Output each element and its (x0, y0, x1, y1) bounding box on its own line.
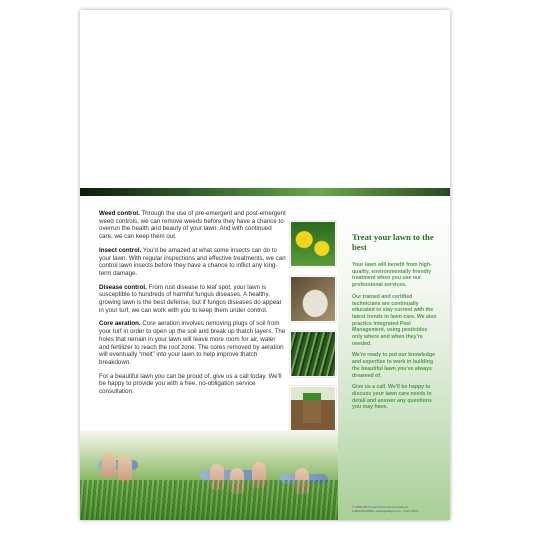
fungus-photo (290, 331, 336, 377)
grub-photo (290, 276, 336, 322)
sidebar-title: Treat your lawn to the best (352, 232, 434, 252)
core-aeration-heading: Core aeration. (99, 320, 141, 328)
core-aeration-text: Core aeration involves removing plugs of soil from your turf in order to open up the soil and break up thatch layers. The holes that remain in your lawn will leave more room for air, water and fertilizer to reach the root zone. The cores removed by aeration will eventually “melt” into your lawn to help improve thatch breakdown. (99, 320, 286, 366)
footer-contact: 1-800-555-#### • www.lgrowpro.com • Form #374 (352, 509, 419, 513)
blank-top-area (80, 10, 450, 188)
main-body-text (99, 210, 287, 402)
weed-control-text: Through the use of pre-emergent and post-emergent weed controls, we can remove weeds before they have a chance to overrun the health and beauty of your lawn. And with continued care, we can keep them out. (99, 210, 286, 241)
insect-control-heading: Insect control. (99, 246, 142, 254)
foot-shape (102, 452, 116, 478)
dandelion-photo (290, 221, 336, 267)
sidebar-paragraph: Our trained and certified technicians are continually educated to stay current with the latest trends in lawn care. We also practice Integrated Pest Management, using pesticides only where and when they're needed. (352, 293, 437, 347)
footer-text (352, 505, 442, 513)
insect-control-paragraph (99, 247, 287, 278)
disease-control-text: From rust disease to leaf spot, your lawn is susceptible to hundreds of harmful fungus diseases. A healthy, growing lawn is the best defense, but if fungus diseases do appear in your turf, we can work with you to keep them under control. (99, 283, 282, 314)
grass-photo-with-feet (80, 430, 338, 520)
sidebar-panel (338, 200, 450, 520)
disease-control-heading: Disease control. (99, 283, 147, 291)
closing-paragraph: For a beautiful lawn you can be proud of, give us a call today. We'll be happy to provide you with a free, no-obligation service consultation. (99, 372, 282, 396)
photo-column (290, 221, 335, 441)
core-aeration-paragraph (99, 320, 287, 366)
core-plug-photo (290, 386, 336, 432)
disease-control-paragraph (99, 284, 287, 315)
insect-control-text: You'd be amazed at what some insects can do to your lawn. With regular inspections and effective treatments, we can control lawn insects before they have a chance to inflict any long-term damage. (99, 246, 286, 277)
weed-control-paragraph (99, 210, 287, 241)
grass-blades (80, 480, 338, 520)
sidebar-text (352, 262, 438, 416)
sidebar-paragraph: Give us a call. We'll be happy to discuss your lawn care needs in detail and answer any questions you may have. (352, 384, 432, 411)
weed-control-heading: Weed control. (99, 210, 140, 217)
sidebar-paragraph: Your lawn will benefit from high-quality, environmentally friendly treatment when you use our professional services. (352, 262, 432, 289)
green-divider-band (80, 188, 450, 196)
footer-copyright: © 2008-2017 Fond Point Communications (352, 505, 408, 509)
sidebar-paragraph: We're ready to put our knowledge and expertise to work in building the beautiful lawn you've always dreamed of. (352, 352, 435, 379)
foot-shape (118, 456, 132, 482)
flyer-sheet (80, 10, 450, 520)
